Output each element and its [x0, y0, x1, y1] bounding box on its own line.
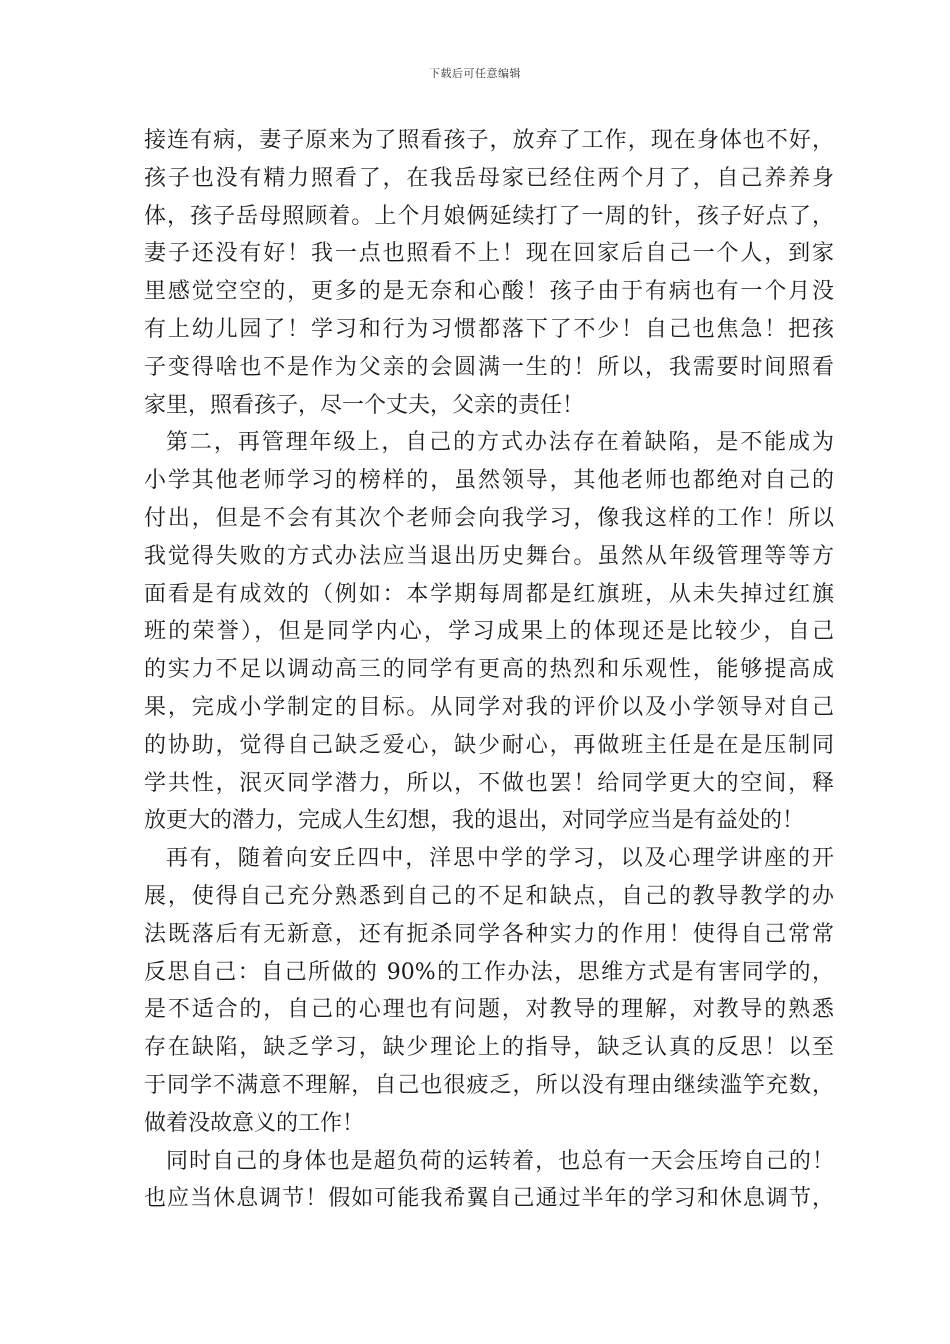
text-line: 第二，再管理年级上，自己的方式办法存在着缺陷，是不能成为 — [166, 430, 834, 456]
text-line: 孩子也没有精力照看了，在我岳母家已经住两个月了，自己养养身 — [144, 165, 834, 191]
document-body — [144, 122, 834, 1218]
text-line: 反思自己：自己所做的 90%的工作办法，思维方式是有害同学的， — [144, 959, 834, 985]
text-line: 法既落后有无新意，还有扼杀同学各种实力的作用！使得自己常常 — [144, 921, 834, 947]
text-line: 展，使得自己充分熟悉到自己的不足和缺点，自己的教导教学的办 — [144, 883, 834, 909]
text-line: 面看是有成效的（例如：本学期每周都是红旗班，从未失掉过红旗 — [144, 581, 834, 607]
text-line: 于同学不满意不理解，自己也很疲乏，所以没有理由继续滥竽充数， — [144, 1072, 834, 1098]
text-line: 再有，随着向安丘四中，洋思中学的学习，以及心理学讲座的开 — [166, 846, 834, 872]
text-line: 妻子还没有好！我一点也照看不上！现在回家后自己一个人，到家 — [144, 241, 834, 267]
text-line: 放更大的潜力，完成人生幻想，我的退出，对同学应当是有益处的！ — [144, 808, 805, 834]
text-line: 的协助，觉得自己缺乏爱心，缺少耐心，再做班主任是在是压制同 — [144, 732, 834, 758]
text-line: 是不适合的，自己的心理也有问题，对教导的理解，对教导的熟悉 — [144, 997, 834, 1023]
text-line: 付出，但是不会有其次个老师会向我学习，像我这样的工作！所以 — [144, 505, 834, 531]
text-line: 同时自己的身体也是超负荷的运转着，也总有一天会压垮自己的！ — [166, 1148, 834, 1174]
text-line: 我觉得失败的方式办法应当退出历史舞台。虽然从年级管理等等方 — [144, 543, 834, 569]
text-line: 的实力不足以调动高三的同学有更高的热烈和乐观性，能够提高成 — [144, 657, 834, 683]
text-line: 存在缺陷，缺乏学习，缺少理论上的指导，缺乏认真的反思！以至 — [144, 1035, 834, 1061]
text-line: 学共性，泯灭同学潜力，所以，不做也罢！给同学更大的空间，释 — [144, 770, 834, 796]
text-line: 果，完成小学制定的目标。从同学对我的评价以及小学领导对自己 — [144, 694, 834, 720]
text-line: 班的荣誉），但是同学内心，学习成果上的体现还是比较少，自己 — [144, 619, 834, 645]
text-line: 家里，照看孩子，尽一个丈夫，父亲的责任！ — [144, 392, 585, 418]
text-line: 体，孩子岳母照顾着。上个月娘俩延续打了一周的针，孩子好点了， — [144, 203, 834, 229]
page-header-note: 下载后可任意编辑 — [429, 67, 521, 80]
text-line: 里感觉空空的，更多的是无奈和心酸！孩子由于有病也有一个月没 — [144, 279, 834, 305]
text-line: 做着没故意义的工作！ — [144, 1110, 365, 1136]
text-line: 也应当休息调节！假如可能我希翼自己通过半年的学习和休息调节， — [144, 1186, 834, 1212]
text-line: 接连有病，妻子原来为了照看孩子，放弃了工作，现在身体也不好， — [144, 128, 834, 153]
text-line: 有上幼儿园了！学习和行为习惯都落下了不少！自己也焦急！把孩 — [144, 316, 834, 342]
text-line: 小学其他老师学习的榜样的，虽然领导，其他老师也都绝对自己的 — [144, 468, 834, 494]
text-line: 子变得啥也不是作为父亲的会圆满一生的！所以，我需要时间照看 — [144, 354, 834, 380]
